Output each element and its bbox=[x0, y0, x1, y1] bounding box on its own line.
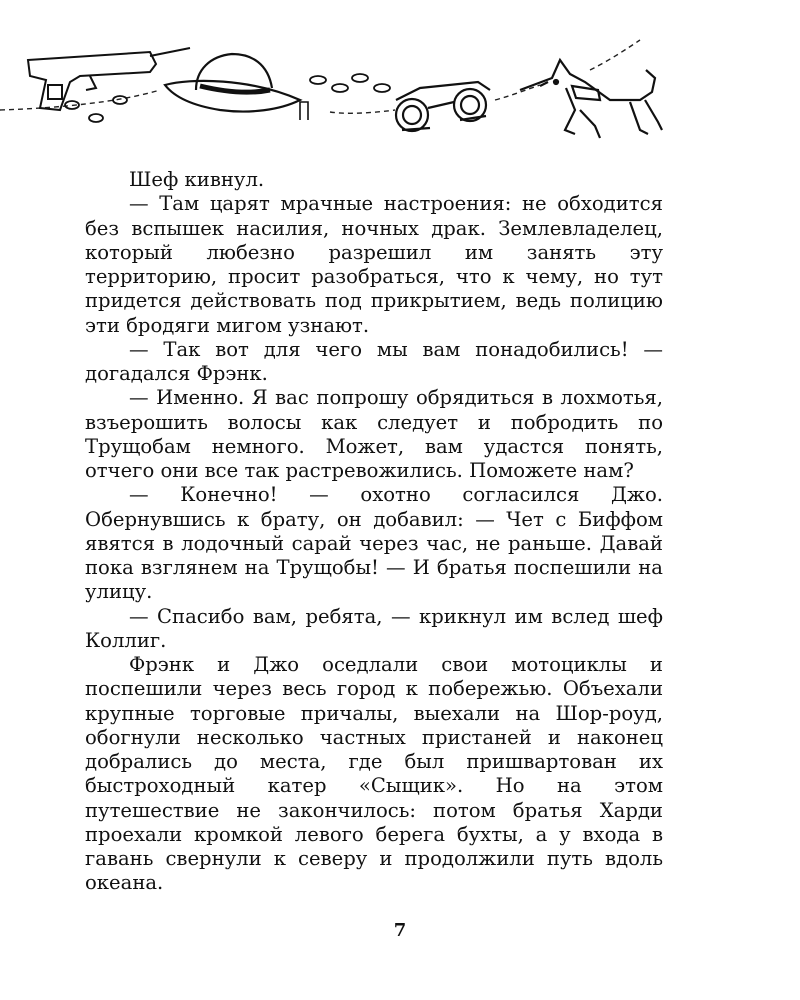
hat-icon bbox=[165, 54, 300, 112]
paragraph: — Так вот для чего мы вам понадобились! — догадался Фрэнк. bbox=[85, 337, 663, 385]
paragraph: — Конечно! — охотно согласился Джо. Обернувшись к брату, он добавил: — Чет с Биффом явятся в лодочный сарай через час, не раньше. Давай пока взглянем на Трущобы! — И братья поспешили на улицу. bbox=[85, 483, 663, 604]
page-number: 7 bbox=[393, 920, 407, 941]
page-text bbox=[85, 168, 663, 896]
dog-icon bbox=[520, 60, 662, 138]
header-illustration bbox=[0, 30, 800, 150]
paragraph: Шеф кивнул. bbox=[129, 168, 265, 191]
paragraph: — Спасибо вам, ребята, — крикнул им вслед шеф Коллиг. bbox=[85, 604, 663, 652]
paragraph: — Именно. Я вас попрошу обрядиться в лохмотья, взъерошить волосы как следует и побродить по Трущобам немного. Может, вам удастся понять, отчего они все так растревожились. Поможете нам? bbox=[85, 386, 663, 482]
paragraph: — Там царят мрачные настроения: не обходится без вспышек насилия, ночных драк. Землевладелец, который любезно разрешил им занять эту территорию, просит разобраться, что к чему, но тут придется действовать под прикрытием, ведь полицию эти бродяги мигом узнают. bbox=[85, 192, 663, 337]
paragraph: Фрэнк и Джо оседлали свои мотоциклы и поспешили через весь город к побережью. Объехали крупные торговые причалы, выехали на Шор-роуд, обогнули несколько частных пристаней и наконец добрались до места, где был пришвартован их быстроходный катер «Сыщик». Но на этом путешествие не закончилось: потом братья Харди проехали кромкой левого берега бухты, а у входа в гавань свернули к северу и продолжили путь вдоль океана. bbox=[85, 653, 663, 895]
marker-icon bbox=[300, 102, 308, 120]
binoculars-icon bbox=[396, 82, 490, 131]
